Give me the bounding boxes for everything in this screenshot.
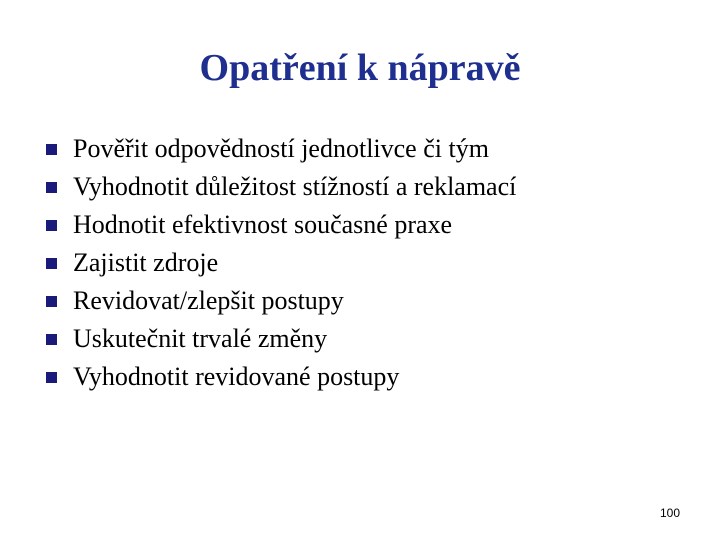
- list-item: [46, 206, 516, 244]
- bullet-text: Hodnotit efektivnost současné praxe: [73, 210, 453, 239]
- square-bullet-icon: [46, 182, 57, 193]
- slide-title: Opatření k nápravě: [199, 47, 521, 89]
- list-item: [46, 320, 516, 358]
- list-item: [46, 244, 516, 282]
- square-bullet-icon: [46, 334, 57, 345]
- list-item: [46, 282, 516, 320]
- list-item: [46, 130, 516, 168]
- bullet-list: [46, 130, 516, 396]
- bullet-text: Vyhodnotit důležitost stížností a reklamací: [73, 172, 517, 201]
- bullet-text: Uskutečnit trvalé změny: [73, 324, 328, 353]
- square-bullet-icon: [46, 372, 57, 383]
- square-bullet-icon: [46, 144, 57, 155]
- square-bullet-icon: [46, 258, 57, 269]
- list-item: [46, 168, 516, 206]
- bullet-text: Vyhodnotit revidované postupy: [73, 362, 400, 391]
- list-item: [46, 358, 516, 396]
- bullet-text: Pověřit odpovědností jednotlivce či tým: [73, 134, 489, 163]
- page-number: 100: [659, 506, 680, 520]
- square-bullet-icon: [46, 296, 57, 307]
- square-bullet-icon: [46, 220, 57, 231]
- bullet-text: Revidovat/zlepšit postupy: [73, 286, 344, 315]
- bullet-text: Zajistit zdroje: [73, 248, 219, 277]
